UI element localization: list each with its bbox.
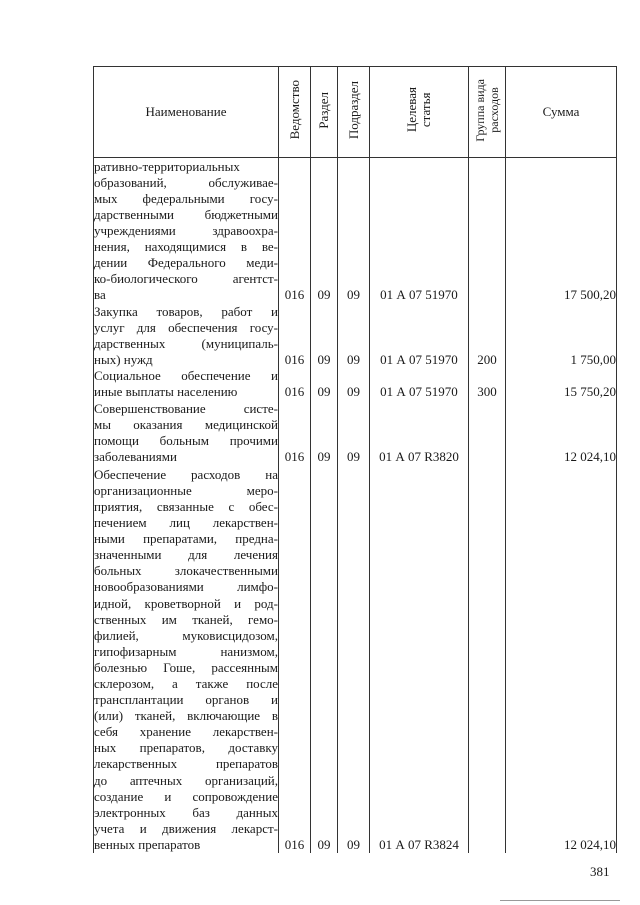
- row-name-line: ва: [94, 287, 106, 303]
- row-name-line: помощи больным прочими: [94, 432, 278, 448]
- row-subsection: 09: [338, 158, 370, 304]
- row-target: 01 А 07 R3824: [370, 465, 469, 853]
- row-name-line: больных злокачественными: [94, 563, 278, 579]
- row-name-line: учета и движения лекарст-: [94, 820, 278, 836]
- row-name-line: создание и сопровождение: [94, 788, 278, 804]
- row-dept: 016: [279, 465, 311, 853]
- row-group: [469, 158, 506, 304]
- header-target: Целевая статья: [370, 67, 469, 158]
- row-name: [94, 465, 279, 853]
- row-name: [94, 158, 279, 304]
- row-name-line: дении Федерального меди-: [94, 255, 278, 271]
- row-group: [469, 400, 506, 465]
- row-name-line: Социальное обеспечение и: [94, 368, 278, 384]
- row-sum: 17 500,20: [506, 158, 617, 304]
- row-name-line: организационные меро-: [94, 482, 278, 498]
- header-dept: Ведомство: [279, 67, 311, 158]
- row-name-line: электронных баз данных: [94, 804, 278, 820]
- row-name-line: дарственными бюджетными: [94, 206, 278, 222]
- row-name-line: склерозом, а также после: [94, 675, 278, 691]
- row-name-line: филией, муковисцидозом,: [94, 627, 278, 643]
- row-sum: 15 750,20: [506, 368, 617, 400]
- footer-rule: [500, 900, 620, 901]
- table-row: [94, 400, 617, 465]
- row-name-line: новообразованиями лимфо-: [94, 579, 278, 595]
- row-name-line: мых федеральными госу-: [94, 190, 278, 206]
- header-section: Раздел: [311, 67, 338, 158]
- row-name-line: ко-биологического агентст-: [94, 271, 278, 287]
- row-name-line: образований, обслуживае-: [94, 174, 278, 190]
- row-section: 09: [311, 158, 338, 304]
- row-target: 01 А 07 51970: [370, 158, 469, 304]
- row-name-line: гипофизарным нанизмом,: [94, 643, 278, 659]
- row-name-line: заболеваниями: [94, 448, 177, 464]
- row-dept: 016: [279, 303, 311, 368]
- table-row: [94, 158, 617, 304]
- row-name-line: ных) нужд: [94, 352, 153, 367]
- row-dept: 016: [279, 400, 311, 465]
- row-name-line: ных препаратов, доставку: [94, 740, 278, 756]
- row-target: 01 А 07 51970: [370, 368, 469, 400]
- row-name-line: печением лиц лекарствен-: [94, 515, 278, 531]
- row-group: [469, 465, 506, 853]
- row-subsection: 09: [338, 400, 370, 465]
- row-name-line: себя хранение лекарствен-: [94, 724, 278, 740]
- row-name-line: услуг для обеспечения госу-: [94, 319, 278, 335]
- row-target: 01 А 07 R3820: [370, 400, 469, 465]
- header-subsection: Подраздел: [338, 67, 370, 158]
- row-subsection: 09: [338, 303, 370, 368]
- table-row: [94, 303, 617, 368]
- row-name-line: мы оказания медицинской: [94, 416, 278, 432]
- row-section: 09: [311, 465, 338, 853]
- row-name-line: Совершенствование систе-: [94, 400, 278, 416]
- row-name-line: ративно-территориальных: [94, 158, 240, 174]
- row-section: 09: [311, 400, 338, 465]
- row-section: 09: [311, 368, 338, 400]
- row-dept: 016: [279, 368, 311, 400]
- row-name-line: иные выплаты населению: [94, 384, 238, 400]
- row-name-line: лекарственных препаратов: [94, 756, 278, 772]
- row-target: 01 А 07 51970: [370, 303, 469, 368]
- row-sum: 1 750,00: [506, 303, 617, 368]
- row-name: [94, 400, 279, 465]
- row-sum: 12 024,10: [506, 465, 617, 853]
- row-name-line: приятия, связанные с обес-: [94, 498, 278, 514]
- row-name-line: дарственных (муниципаль-: [94, 335, 278, 351]
- row-name-line: болезнью Гоше, рассеянным: [94, 659, 278, 675]
- row-name-line: Закупка товаров, работ и: [94, 303, 278, 319]
- row-name-line: Обеспечение расходов на: [94, 466, 278, 482]
- row-name-line: ными препаратами, предна-: [94, 531, 278, 547]
- budget-table: [93, 66, 617, 853]
- header-name: Наименование: [94, 67, 279, 158]
- row-subsection: 09: [338, 368, 370, 400]
- row-name-line: учреждениями здравоохра-: [94, 222, 278, 238]
- table-row: [94, 465, 617, 853]
- row-group: 300: [469, 368, 506, 400]
- row-dept: 016: [279, 158, 311, 304]
- row-name-line: венных препаратов: [94, 836, 201, 852]
- page-number: 381: [590, 864, 610, 879]
- row-sum: 12 024,10: [506, 400, 617, 465]
- row-name-line: трансплантации органов и: [94, 692, 278, 708]
- row-group: 200: [469, 303, 506, 368]
- row-name-line: идной, кроветворной и род-: [94, 595, 278, 611]
- header-group: Группа вида расходов: [469, 67, 506, 158]
- table-row: [94, 368, 617, 400]
- table-header-row: [94, 67, 617, 158]
- header-sum: Сумма: [506, 67, 617, 158]
- row-name: [94, 303, 279, 368]
- row-name-line: ственных им тканей, гемо-: [94, 611, 278, 627]
- row-subsection: 09: [338, 465, 370, 853]
- row-name-line: значенными для лечения: [94, 547, 278, 563]
- row-name-line: нения, находящимися в ве-: [94, 239, 278, 255]
- row-name-line: (или) тканей, включающие в: [94, 708, 278, 724]
- row-name: [94, 368, 279, 400]
- row-name-line: до аптечных организаций,: [94, 772, 278, 788]
- row-section: 09: [311, 303, 338, 368]
